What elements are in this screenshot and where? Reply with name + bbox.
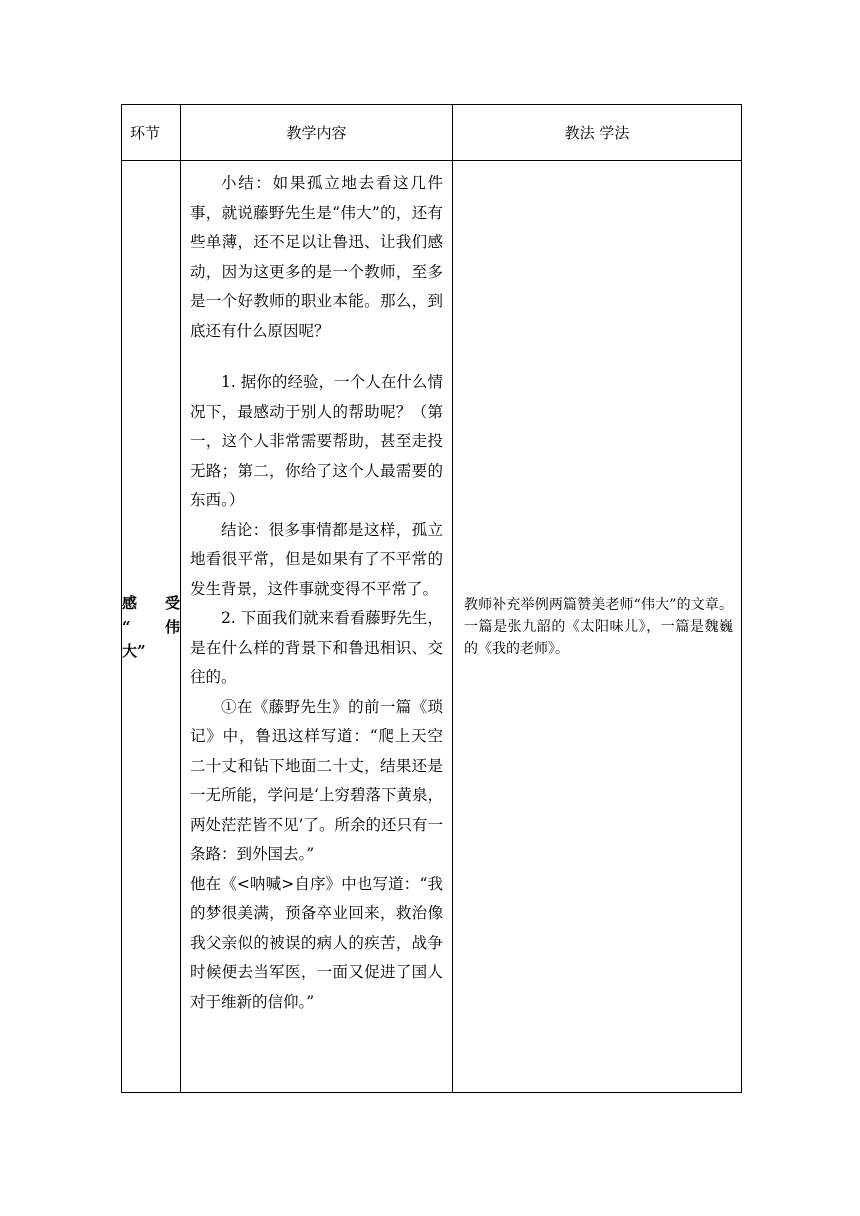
header-method: 教法 学法 bbox=[453, 105, 742, 161]
lesson-plan-table bbox=[121, 104, 742, 1093]
conclusion-paragraph: 结论：很多事情都是这样，孤立地看很平常，但是如果有了不平常的发生背景，这件事就变得不平常了。 bbox=[190, 520, 443, 598]
content-cell bbox=[181, 161, 453, 1093]
quote-b-paragraph: 他在《<呐喊>自序》中也写道：“我的梦很美满，预备卒业回来，救治像我父亲似的被误的病人的疾苦，战争时候便去当军医，一面又促进了国人对于维新的信仰。” bbox=[190, 874, 443, 1011]
question-2-paragraph: 2. 下面我们就来看看藤野先生，是在什么样的背景下和鲁迅相识、交往的。 bbox=[190, 609, 443, 686]
stage-line: “ 伟 bbox=[122, 617, 180, 636]
stage-line: 感 受 bbox=[122, 593, 180, 612]
quote-a-paragraph: ①在《藤野先生》的前一篇《琐记》中，鲁迅这样写道：“爬上天空二十丈和钻下地面二十丈，结果还是一无所能，学问是‘上穷碧落下黄泉，两处茫茫皆不见’了。所余的还只有一条路：到外国去。” bbox=[190, 697, 443, 863]
stage-cell bbox=[122, 161, 181, 1093]
body-row bbox=[122, 161, 742, 1093]
method-cell bbox=[453, 161, 742, 1093]
header-content: 教学内容 bbox=[181, 105, 453, 161]
stage-line: 大” bbox=[122, 641, 146, 660]
header-row bbox=[122, 105, 742, 161]
header-stage: 环节 bbox=[122, 105, 181, 161]
question-1-paragraph: 1. 据你的经验，一个人在什么情况下，最感动于别人的帮助呢？（第一，这个人非常需要帮助，甚至走投无路；第二，你给了这个人最需要的东西。） bbox=[190, 373, 443, 509]
summary-paragraph: 小结：如果孤立地去看这几件事，就说藤野先生是“伟大”的，还有些单薄，还不足以让鲁迅、让我们感动，因为这更多的是一个教师，至多是一个好教师的职业本能。那么，到底还有什么原因呢？ bbox=[190, 174, 443, 340]
method-text: 教师补充举例两篇赞美老师“伟大”的文章。一篇是张九韶的《太阳味儿》，一篇是魏巍的《我的老师》。 bbox=[464, 596, 733, 657]
